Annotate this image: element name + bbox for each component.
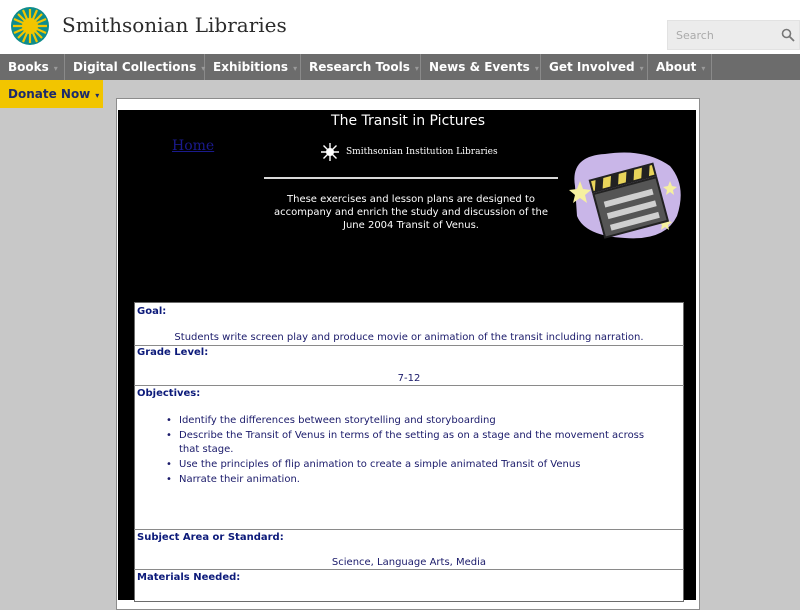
row-divider	[134, 529, 684, 530]
subject-area-heading: Subject Area or Standard:	[137, 532, 284, 543]
chevron-down-icon: ▾	[414, 64, 419, 73]
goal-heading: Goal:	[137, 306, 167, 317]
list-item: • Identify the differences between storytelling and storyboarding	[166, 414, 646, 429]
chevron-down-icon: ▾	[201, 64, 206, 73]
row-divider	[134, 345, 684, 346]
sun-burst-icon	[320, 142, 340, 162]
nav-item-get-involved[interactable]: Get Involved ▾	[541, 54, 648, 80]
smithsonian-sun-logo-icon[interactable]	[10, 6, 50, 46]
row-divider	[134, 569, 684, 570]
chevron-down-icon: ▾	[701, 64, 706, 73]
page-title: The Transit in Pictures	[331, 113, 485, 129]
search-icon[interactable]	[781, 28, 795, 42]
nav-item-news-events[interactable]: News & Events ▾	[421, 54, 541, 80]
search-input[interactable]: Search	[676, 29, 714, 42]
grade-level-heading: Grade Level:	[137, 347, 209, 358]
objectives-heading: Objectives:	[137, 388, 201, 399]
site-brand-name[interactable]: Smithsonian Libraries	[62, 13, 287, 37]
sil-logo-text: Smithsonian Institution Libraries	[346, 147, 498, 157]
chevron-down-icon: ▾	[53, 64, 58, 73]
nav-item-about[interactable]: About ▾	[648, 54, 712, 80]
site-header	[0, 0, 800, 54]
row-divider	[134, 385, 684, 386]
objectives-list	[166, 414, 646, 488]
film-clapperboard-icon	[565, 146, 685, 246]
main-nav	[0, 54, 800, 80]
chevron-down-icon: ▾	[639, 64, 644, 73]
subject-area-value: Science, Language Arts, Media	[331, 557, 487, 568]
search-box[interactable]	[667, 20, 800, 50]
sil-logo	[320, 142, 498, 162]
donate-now-button[interactable]: Donate Now ▾	[0, 80, 103, 108]
list-item: • Describe the Transit of Venus in terms of the setting as on a stage and the movement across that stage.	[166, 429, 646, 458]
grade-level-value: 7-12	[397, 373, 421, 384]
chevron-down-icon: ▾	[95, 91, 100, 100]
goal-text: Students write screen play and produce movie or animation of the transit including narration.	[174, 332, 644, 343]
list-item: • Use the principles of flip animation to create a simple animated Transit of Venus	[166, 458, 646, 473]
list-item: • Narrate their animation.	[166, 473, 646, 488]
nav-item-research-tools[interactable]: Research Tools ▾	[301, 54, 421, 80]
materials-heading: Materials Needed:	[137, 572, 241, 583]
nav-item-books[interactable]: Books ▾	[0, 54, 65, 80]
chevron-down-icon: ▾	[534, 64, 539, 73]
nav-item-exhibitions[interactable]: Exhibitions ▾	[205, 54, 301, 80]
home-link[interactable]: Home	[172, 138, 215, 154]
intro-text: These exercises and lesson plans are designed to accompany and enrich the study and discussion of the June 2004 Transit of Venus.	[273, 194, 548, 231]
divider	[264, 177, 558, 179]
nav-item-digital-collections[interactable]: Digital Collections ▾	[65, 54, 205, 80]
chevron-down-icon: ▾	[293, 64, 298, 73]
